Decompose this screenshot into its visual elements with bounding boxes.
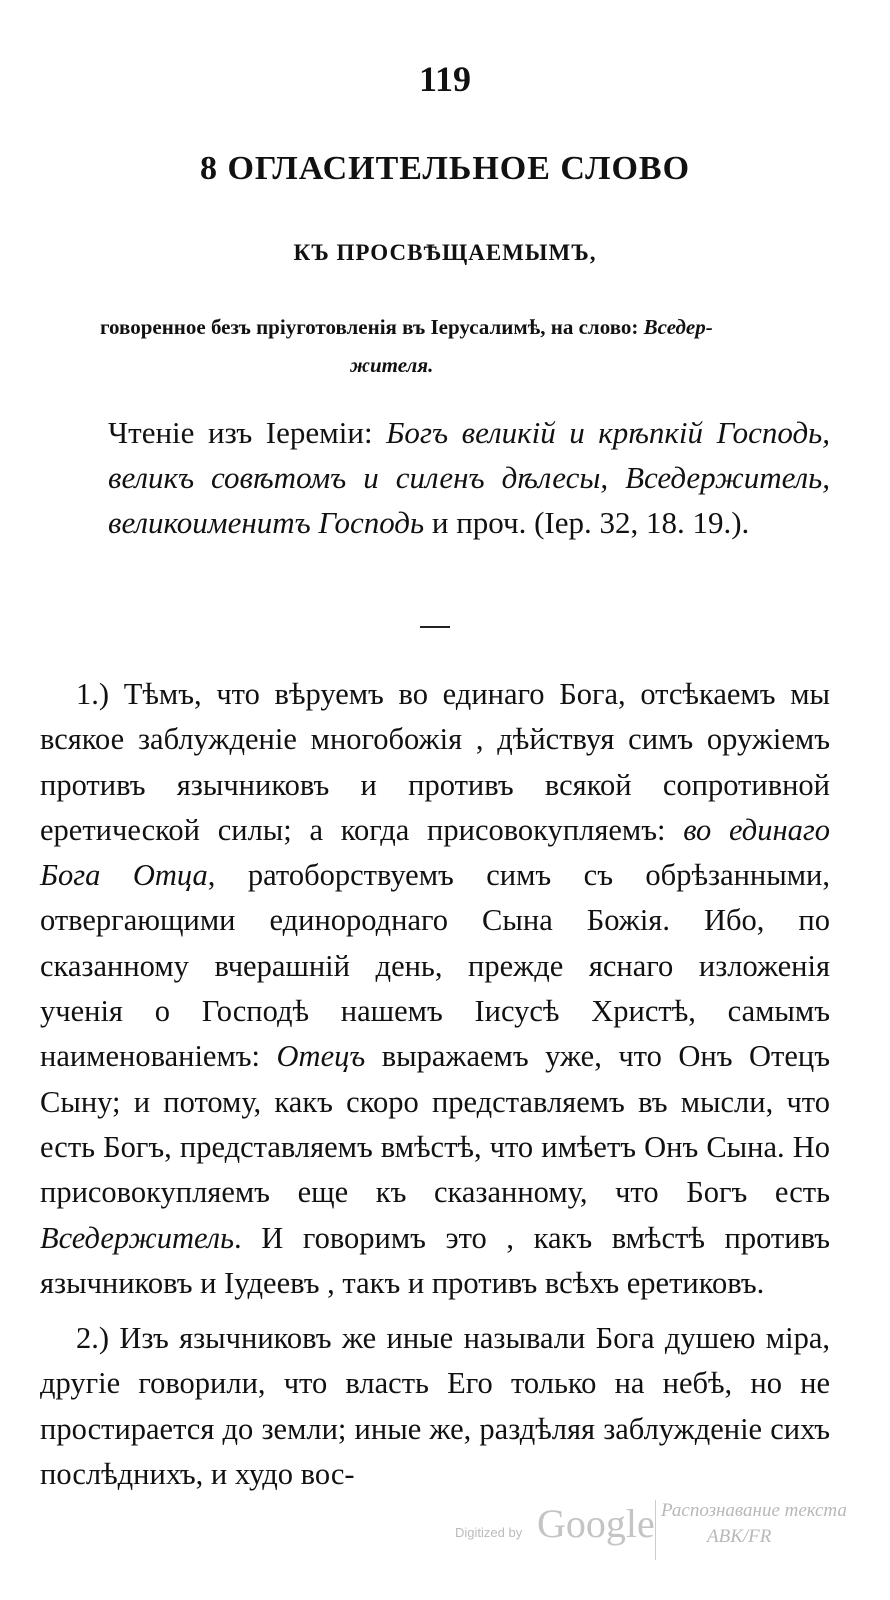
occasion-italic-1: Вседер- [643,315,713,339]
chapter-title: 8 ОГЛАСИТЕЛЬНОЕ СЛОВО [199,150,691,187]
occasion-italic-2: жителя. [350,353,434,377]
italic-phrase: Отецъ [276,1039,366,1074]
watermark-ocr-line-1: Распознавание текста [661,1500,847,1521]
text-run: выражаемъ уже, что Онъ Отецъ Сыну; и потому, какъ скоро представляемъ въ мысли, что есть Богъ, представляемъ вмѣстѣ, что имѣетъ Онъ Сына. Но присовокупляемъ еще къ сказанному, что Богъ есть [40,1039,830,1210]
epigraph [108,410,830,545]
watermark-digitized-by: Digitized by [455,1525,523,1540]
epigraph-quote: Богъ великій и крѣпкій Господь, великъ совѣтомъ и силенъ дѣлесы, Вседержитель, великоименитъ Господь [108,415,830,540]
italic-phrase: Вседержитель [40,1220,234,1255]
body-text [40,672,830,1507]
text-run: . И говоримъ это , какъ вмѣстѣ противъ язычниковъ и Іудеевъ , такъ и противъ всѣхъ еретиковъ. [40,1220,830,1300]
occasion-text: говоренное безъ пріуготовленія въ Іерусалимѣ, на слово: [100,315,644,339]
chapter-subtitle: КЪ ПРОСВѢЩАЕМЫМЪ, [293,240,597,265]
occasion-note [100,308,820,384]
text-run: 2.) Изъ язычниковъ же иные называли Бога душею міра, другіе говорили, что власть Его только на небѣ, но не простирается до земли; иные же, раздѣляя заблужденіе сихъ послѣднихъ, и худо вос- [40,1321,830,1492]
epigraph-tail: и проч. (Іер. 32, 18. 19.). [424,505,750,540]
italic-phrase: во единаго Бога Отца [40,812,831,893]
google-logo: Google [537,1501,655,1546]
paragraph-1 [40,672,830,1306]
digitization-watermark [455,1500,875,1570]
paragraph-2 [40,1316,830,1497]
page-number: 119 [418,59,471,99]
epigraph-intro: Чтеніе изъ Іереміи: [108,415,387,450]
section-divider [420,626,450,628]
watermark-divider [655,1500,656,1560]
text-run: 1.) Тѣмъ, что вѣруемъ во единаго Бога, отсѣкаемъ мы всякое заблужденіе многобожія , дѣйствуя симъ оружіемъ противъ язычниковъ и противъ всякой сопротивной еретической силы; а когда присовокупляемъ: [40,677,830,847]
watermark-ocr-line-2: ABK/FR [707,1526,772,1547]
text-run: , ратоборствуемъ симъ съ обрѣзанными, отвергающими единороднаго Сына Божія. Ибо, по сказанному вчерашній день, прежде яснаго изложенія ученія о Господѣ нашемъ Іисусѣ Христѣ, самымъ наименованіемъ: [40,858,830,1074]
